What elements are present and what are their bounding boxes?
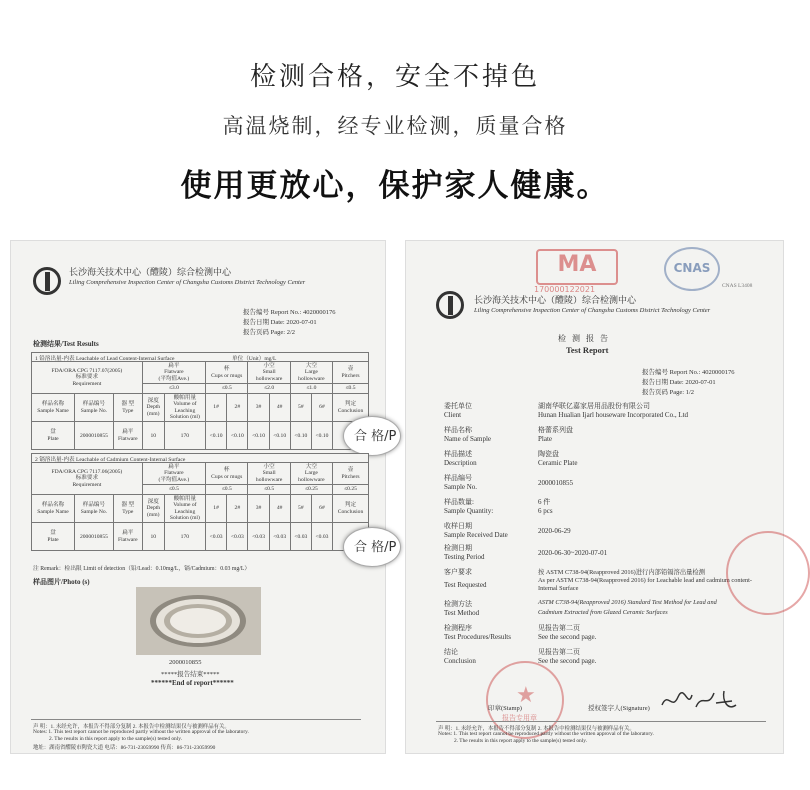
h-en: Volume of [173, 401, 197, 408]
signature-label: 授权签字人(Signature) [588, 705, 650, 712]
field-method-v2: Cadmium Extracted from Glazed Ceramic Surfaces [538, 609, 668, 616]
col-header: 5# [290, 494, 311, 523]
requirement-cell [32, 463, 143, 495]
category-header [142, 463, 205, 485]
table-row [32, 494, 369, 523]
field-name-v2: Plate [538, 435, 552, 443]
field-procedures-v2: See the second page. [538, 633, 597, 641]
field-qty-en: Sample Quantity: [444, 507, 494, 515]
h-cn: 样品名称 [41, 502, 65, 509]
h-cn: 样品编号 [82, 401, 106, 408]
v: 盘 [50, 530, 56, 537]
field-period-v1: 2020-06-30~2020-07-01 [538, 549, 608, 557]
field-client-cn: 委托单位 [444, 402, 472, 410]
cell: 10 [142, 422, 164, 450]
category-header [333, 362, 369, 384]
h-en3: Solution (ml) [169, 514, 200, 521]
field-requested-v2: As per ASTM C738-94(Reapproved 2016) for Leachable lead and cadmium content-Internal Surface [538, 577, 753, 593]
photo-title: 样品图片/Photo (s) [33, 578, 90, 586]
headline-family-health: 使用更放心，保护家人健康。 [180, 168, 610, 204]
col-header [32, 494, 75, 523]
seal-stamp-edge [726, 531, 810, 615]
limit-cell: ≤3.0 [142, 384, 205, 393]
report-title-cn: 检 测 报 告 [558, 334, 610, 343]
cat-note: (平均值Ave.) [158, 476, 190, 483]
cat-en: Pitchers [341, 372, 360, 379]
notes-cn: 声 明：1. 未经允许，本报告不得部分复制 2. 本报告中检测结果仅与被测样品有关。 [33, 724, 230, 730]
col-header: 2# [227, 494, 248, 523]
category-header [290, 463, 332, 485]
requirement-label-cn: 标准要求 [75, 374, 99, 381]
field-method-v1: ASTM C738-94(Reapproved 2016) Standard Test Method for Lead and [538, 599, 717, 606]
field-client-v1: 湖南华联亿嘉家居用品股份有限公司 [538, 402, 650, 410]
cat-en: Flatware [164, 470, 184, 477]
v: 盘 [50, 429, 56, 436]
cadmium-section-label: 2 镉溶出量-内表 Leachable of Cadmium Content-Internal Surface [35, 457, 186, 463]
v: Flatware [118, 435, 138, 442]
cat-en2: hollowware [298, 375, 325, 382]
category-header [333, 463, 369, 485]
v: 扁平 [122, 429, 134, 436]
cat-en2: hollowware [255, 375, 283, 382]
cadmium-results-table [31, 462, 369, 551]
notes-divider [31, 719, 361, 720]
cnas-mark: CNAS [664, 247, 720, 291]
lead-results-table [31, 361, 369, 450]
report-date: 报告日期 Date: 2020-07-01 [243, 319, 317, 326]
h-en: Volume of [173, 502, 197, 509]
cell: <0.03 [227, 523, 248, 551]
center-name-cn: 长沙海关技术中心（醴陵）综合检测中心 [69, 267, 232, 277]
cat-cn: 杯 [223, 467, 230, 474]
notes-divider [436, 721, 766, 722]
cell: <0.10 [269, 422, 290, 450]
field-client-v2: Hunan Hualian Ijarl houseware Incorporated Co., Ltd [538, 411, 689, 419]
col-header [75, 494, 114, 523]
cell: 2000010855 [75, 422, 114, 450]
cat-en: Cups or mugs [211, 372, 243, 379]
cat-en: Cups or mugs [211, 473, 243, 480]
h-en3: Solution (ml) [169, 413, 200, 420]
h-cn: 器 型 [121, 502, 135, 509]
field-conclusion-v1: 见报告第二页 [538, 648, 580, 656]
cell: <0.03 [311, 523, 332, 551]
notes-en-2: 2. The results in this report apply to the sample(s) tested only. [454, 738, 587, 744]
table-row [32, 393, 369, 422]
cell: <0.03 [205, 523, 226, 551]
field-desc-cn: 样品描述 [444, 450, 472, 458]
col-header: 4# [269, 393, 290, 422]
cell [32, 422, 75, 450]
field-requested-en: Test Requested [444, 581, 487, 589]
col-header: 6# [311, 393, 332, 422]
field-conclusion-en: Conclusion [444, 657, 476, 665]
cell: <0.10 [205, 422, 226, 450]
cell: <0.03 [290, 523, 311, 551]
limit-cell: ≤2.0 [248, 384, 290, 393]
center-logo-icon [33, 267, 61, 295]
category-header [205, 463, 248, 485]
cell [32, 523, 75, 551]
table-row [32, 362, 369, 384]
report-number: 报告编号 Report No.: 4020000176 [243, 309, 336, 316]
center-name-en: Liling Comprehensive Inspection Center of Changsha Customs District Technology Center [69, 279, 306, 286]
cat-en: Pitchers [341, 473, 360, 480]
report-number: 报告编号 Report No.: 4020000176 [642, 369, 735, 376]
field-qty-v2: 6 pcs [538, 507, 553, 515]
cma-number: 170000122021 [534, 285, 596, 294]
table-row [32, 463, 369, 485]
col-header [32, 393, 75, 422]
cell: <0.10 [290, 422, 311, 450]
requirement-label-cn: 标准要求 [75, 475, 99, 482]
h-cn: 深度 [147, 397, 159, 404]
field-method-cn: 检测方法 [444, 600, 472, 608]
cell: 2000010855 [75, 523, 114, 551]
field-client-en: Client [444, 411, 462, 419]
field-qty-v1: 6 件 [538, 498, 551, 506]
end-of-report-cn: *****报告结束***** [161, 671, 220, 678]
cat-cn: 小空 [263, 363, 275, 369]
category-header [248, 362, 290, 384]
h-cn: 判定 [344, 401, 357, 408]
limit-cell: ≤0.25 [290, 485, 332, 494]
h-en: Type [122, 508, 134, 515]
field-period-cn: 检测日期 [444, 544, 472, 552]
col-header [75, 393, 114, 422]
cat-en: Large [304, 369, 318, 376]
cat-cn: 扁平 [168, 363, 180, 369]
field-method-en: Test Method [444, 609, 480, 617]
col-header: 3# [248, 494, 269, 523]
table-row [32, 422, 369, 450]
col-header: 1# [205, 393, 226, 422]
lead-unit-label: 单位（Unit）mg/L [232, 356, 277, 362]
field-received-v1: 2020-06-29 [538, 527, 571, 535]
col-header [113, 494, 142, 523]
col-header: 6# [311, 494, 332, 523]
table-row [32, 523, 369, 551]
plate-image [170, 608, 226, 634]
category-header [248, 463, 290, 485]
test-results-sheet [10, 240, 397, 754]
field-received-en: Sample Received Date [444, 531, 508, 539]
v: 扁平 [122, 530, 134, 537]
field-period-en: Testing Period [444, 553, 485, 561]
col-header [333, 494, 369, 523]
requirement-standard: FDA/ORA CPG 7117.07(2005) [51, 367, 123, 374]
cat-cn: 扁平 [168, 464, 180, 470]
signature-scribble [658, 687, 748, 715]
col-header: 2# [227, 393, 248, 422]
report-page: 报告页码 Page: 2/2 [243, 329, 295, 336]
field-procedures-cn: 检测程序 [444, 624, 472, 632]
cnas-code: CNAS L3408 [722, 283, 753, 289]
cma-mark: MA [536, 249, 618, 285]
h-en2: Leaching [174, 508, 196, 515]
h-en: Conclusion [337, 508, 364, 515]
field-procedures-en: Test Procedures/Results [444, 633, 511, 641]
h-cn: 酸帕用量 [173, 495, 197, 502]
h-en: Depth [146, 505, 161, 512]
field-received-cn: 收样日期 [444, 522, 472, 530]
h-en: Conclusion [337, 407, 364, 414]
requirement-label-en: Requirement [72, 380, 102, 387]
v: Flatware [118, 536, 138, 543]
cat-en: Large [304, 470, 318, 477]
cat-en2: hollowware [255, 476, 283, 483]
h-en2: Leaching [174, 407, 196, 414]
cat-en: Small [262, 470, 276, 477]
h-unit: (mm) [147, 410, 160, 417]
end-of-report-en: ******End of report****** [151, 679, 234, 687]
col-header [142, 494, 164, 523]
field-desc-v2: Ceramic Plate [538, 459, 578, 467]
field-procedures-v1: 见报告第二页 [538, 624, 580, 632]
requirement-label-en: Requirement [72, 481, 102, 488]
results-title: 检测结果/Test Results [33, 340, 99, 348]
col-header: 3# [248, 393, 269, 422]
seal-text: 报告专用章 [502, 714, 537, 722]
center-name-en: Liling Comprehensive Inspection Center of Changsha Customs District Technology Center [474, 307, 711, 314]
report-date: 报告日期 Date: 2020-07-01 [642, 379, 716, 386]
h-en: Type [122, 407, 134, 414]
h-en: Depth [146, 404, 161, 411]
col-header [142, 393, 164, 422]
v: Plate [47, 536, 59, 543]
field-name-cn: 样品名称 [444, 426, 472, 434]
field-desc-v1: 陶瓷盘 [538, 450, 559, 458]
field-requested-v1: 按 ASTM C738-94(Reapproved 2016)进行内部铅镉溶出量检测 [538, 569, 706, 576]
limit-cell: ≤0.5 [205, 384, 248, 393]
h-cn: 判定 [344, 502, 357, 509]
h-cn: 深度 [147, 498, 159, 505]
pass-stamp-magnifier: 合 格/P [343, 416, 401, 456]
headline-quality-passed: 检测合格，安全不掉色 [249, 62, 540, 92]
category-header [205, 362, 248, 384]
col-header [113, 393, 142, 422]
photo-sample-number: 2000010855 [169, 659, 202, 666]
category-header [290, 362, 332, 384]
h-en: Sample Name [37, 407, 69, 414]
cell: 10 [142, 523, 164, 551]
notes-cn: 声 明：1. 未经允许，本报告不得部分复制 2. 本报告中检测结果仅与被测样品有关。 [438, 726, 635, 732]
limit-cell: ≤0.5 [205, 485, 248, 494]
col-header [164, 393, 205, 422]
h-cn: 器 型 [121, 401, 135, 408]
address-line: 地址：湖南省醴陵市陶瓷大道 电话：86-731-23059990 传真：86-731-23059990 [33, 745, 216, 751]
report-page: 报告页码 Page: 1/2 [642, 389, 694, 396]
cell: 170 [164, 523, 205, 551]
col-header: 1# [205, 494, 226, 523]
h-en: Sample No. [80, 508, 108, 515]
cat-en: Flatware [164, 369, 184, 376]
report-title-en: Test Report [566, 345, 609, 355]
cell: <0.10 [248, 422, 269, 450]
v: Plate [47, 435, 59, 442]
field-name-v1: 格蕾系列盘 [538, 426, 573, 434]
field-qty-cn: 样品数量: [444, 498, 474, 506]
cat-cn: 壶 [347, 366, 354, 373]
cat-cn: 杯 [223, 366, 230, 373]
cell: <0.03 [248, 523, 269, 551]
cell [113, 523, 142, 551]
lead-section-label: 1 铅溶出量-内表 Leachable of Lead Content-Internal Surface [35, 356, 175, 362]
h-unit: (mm) [147, 511, 160, 518]
field-desc-en: Description [444, 459, 477, 467]
cell: <0.10 [227, 422, 248, 450]
h-en: Sample No. [80, 407, 108, 414]
field-sampleno-cn: 样品编号 [444, 474, 472, 482]
cell [113, 422, 142, 450]
field-requested-cn: 客户要求 [444, 568, 472, 576]
cell: <0.10 [311, 422, 332, 450]
field-name-en: Name of Sample [444, 435, 492, 443]
cell: 170 [164, 422, 205, 450]
requirement-cell [32, 362, 143, 394]
field-sampleno-v1: 2000010855 [538, 479, 573, 487]
limit-cell: ≤0.5 [142, 485, 205, 494]
notes-en-1: Notes: 1. This test report cannot be reproduced partly without the written approval of the laboratory. [438, 731, 654, 737]
limit-cell: ≤1.0 [290, 384, 332, 393]
field-sampleno-en: Sample No. [444, 483, 478, 491]
category-header [142, 362, 205, 384]
cat-cn: 大空 [305, 363, 317, 369]
detection-limit-remark: 注 Remark：检出限 Limit of detection（铅/Lead：0.10mg/L，镉/Cadmium：0.03 mg/L） [33, 566, 251, 572]
field-conclusion-v2: See the second page. [538, 657, 597, 665]
notes-en-2: 2. The results in this report apply to the sample(s) tested only. [49, 736, 182, 742]
cat-en: Small [262, 369, 276, 376]
cat-cn: 壶 [347, 467, 354, 474]
test-report-cover [405, 240, 784, 754]
cat-en2: hollowware [298, 476, 325, 483]
col-header: 4# [269, 494, 290, 523]
seal-star-icon: ★ [516, 683, 536, 708]
notes-en-1: Notes: 1. This test report cannot be reproduced partly without the written approval of the laboratory. [33, 729, 249, 735]
center-name-cn: 长沙海关技术中心（醴陵）综合检测中心 [474, 295, 637, 305]
field-conclusion-cn: 结论 [444, 648, 458, 656]
sample-photo [136, 587, 261, 655]
pass-stamp-magnifier: 合 格/P [343, 527, 401, 567]
cat-cn: 大空 [305, 464, 317, 470]
cat-cn: 小空 [263, 464, 275, 470]
h-cn: 样品名称 [41, 401, 65, 408]
center-logo-icon [436, 291, 464, 319]
headline-high-temp-fired: 高温烧制，经专业检测，质量合格 [222, 114, 568, 138]
col-header [164, 494, 205, 523]
h-cn: 酸帕用量 [173, 394, 197, 401]
cell: <0.03 [269, 523, 290, 551]
h-cn: 样品编号 [82, 502, 106, 509]
stamp-label: 印章(Stamp) [488, 705, 522, 712]
h-en: Sample Name [37, 508, 69, 515]
cat-note: (平均值Ave.) [158, 375, 190, 382]
limit-cell: ≤0.5 [248, 485, 290, 494]
limit-cell: ≤0.25 [333, 485, 369, 494]
requirement-standard: FDA/ORA CPG 7117.06(2005) [51, 468, 123, 475]
limit-cell: ≤0.5 [333, 384, 369, 393]
col-header: 5# [290, 393, 311, 422]
